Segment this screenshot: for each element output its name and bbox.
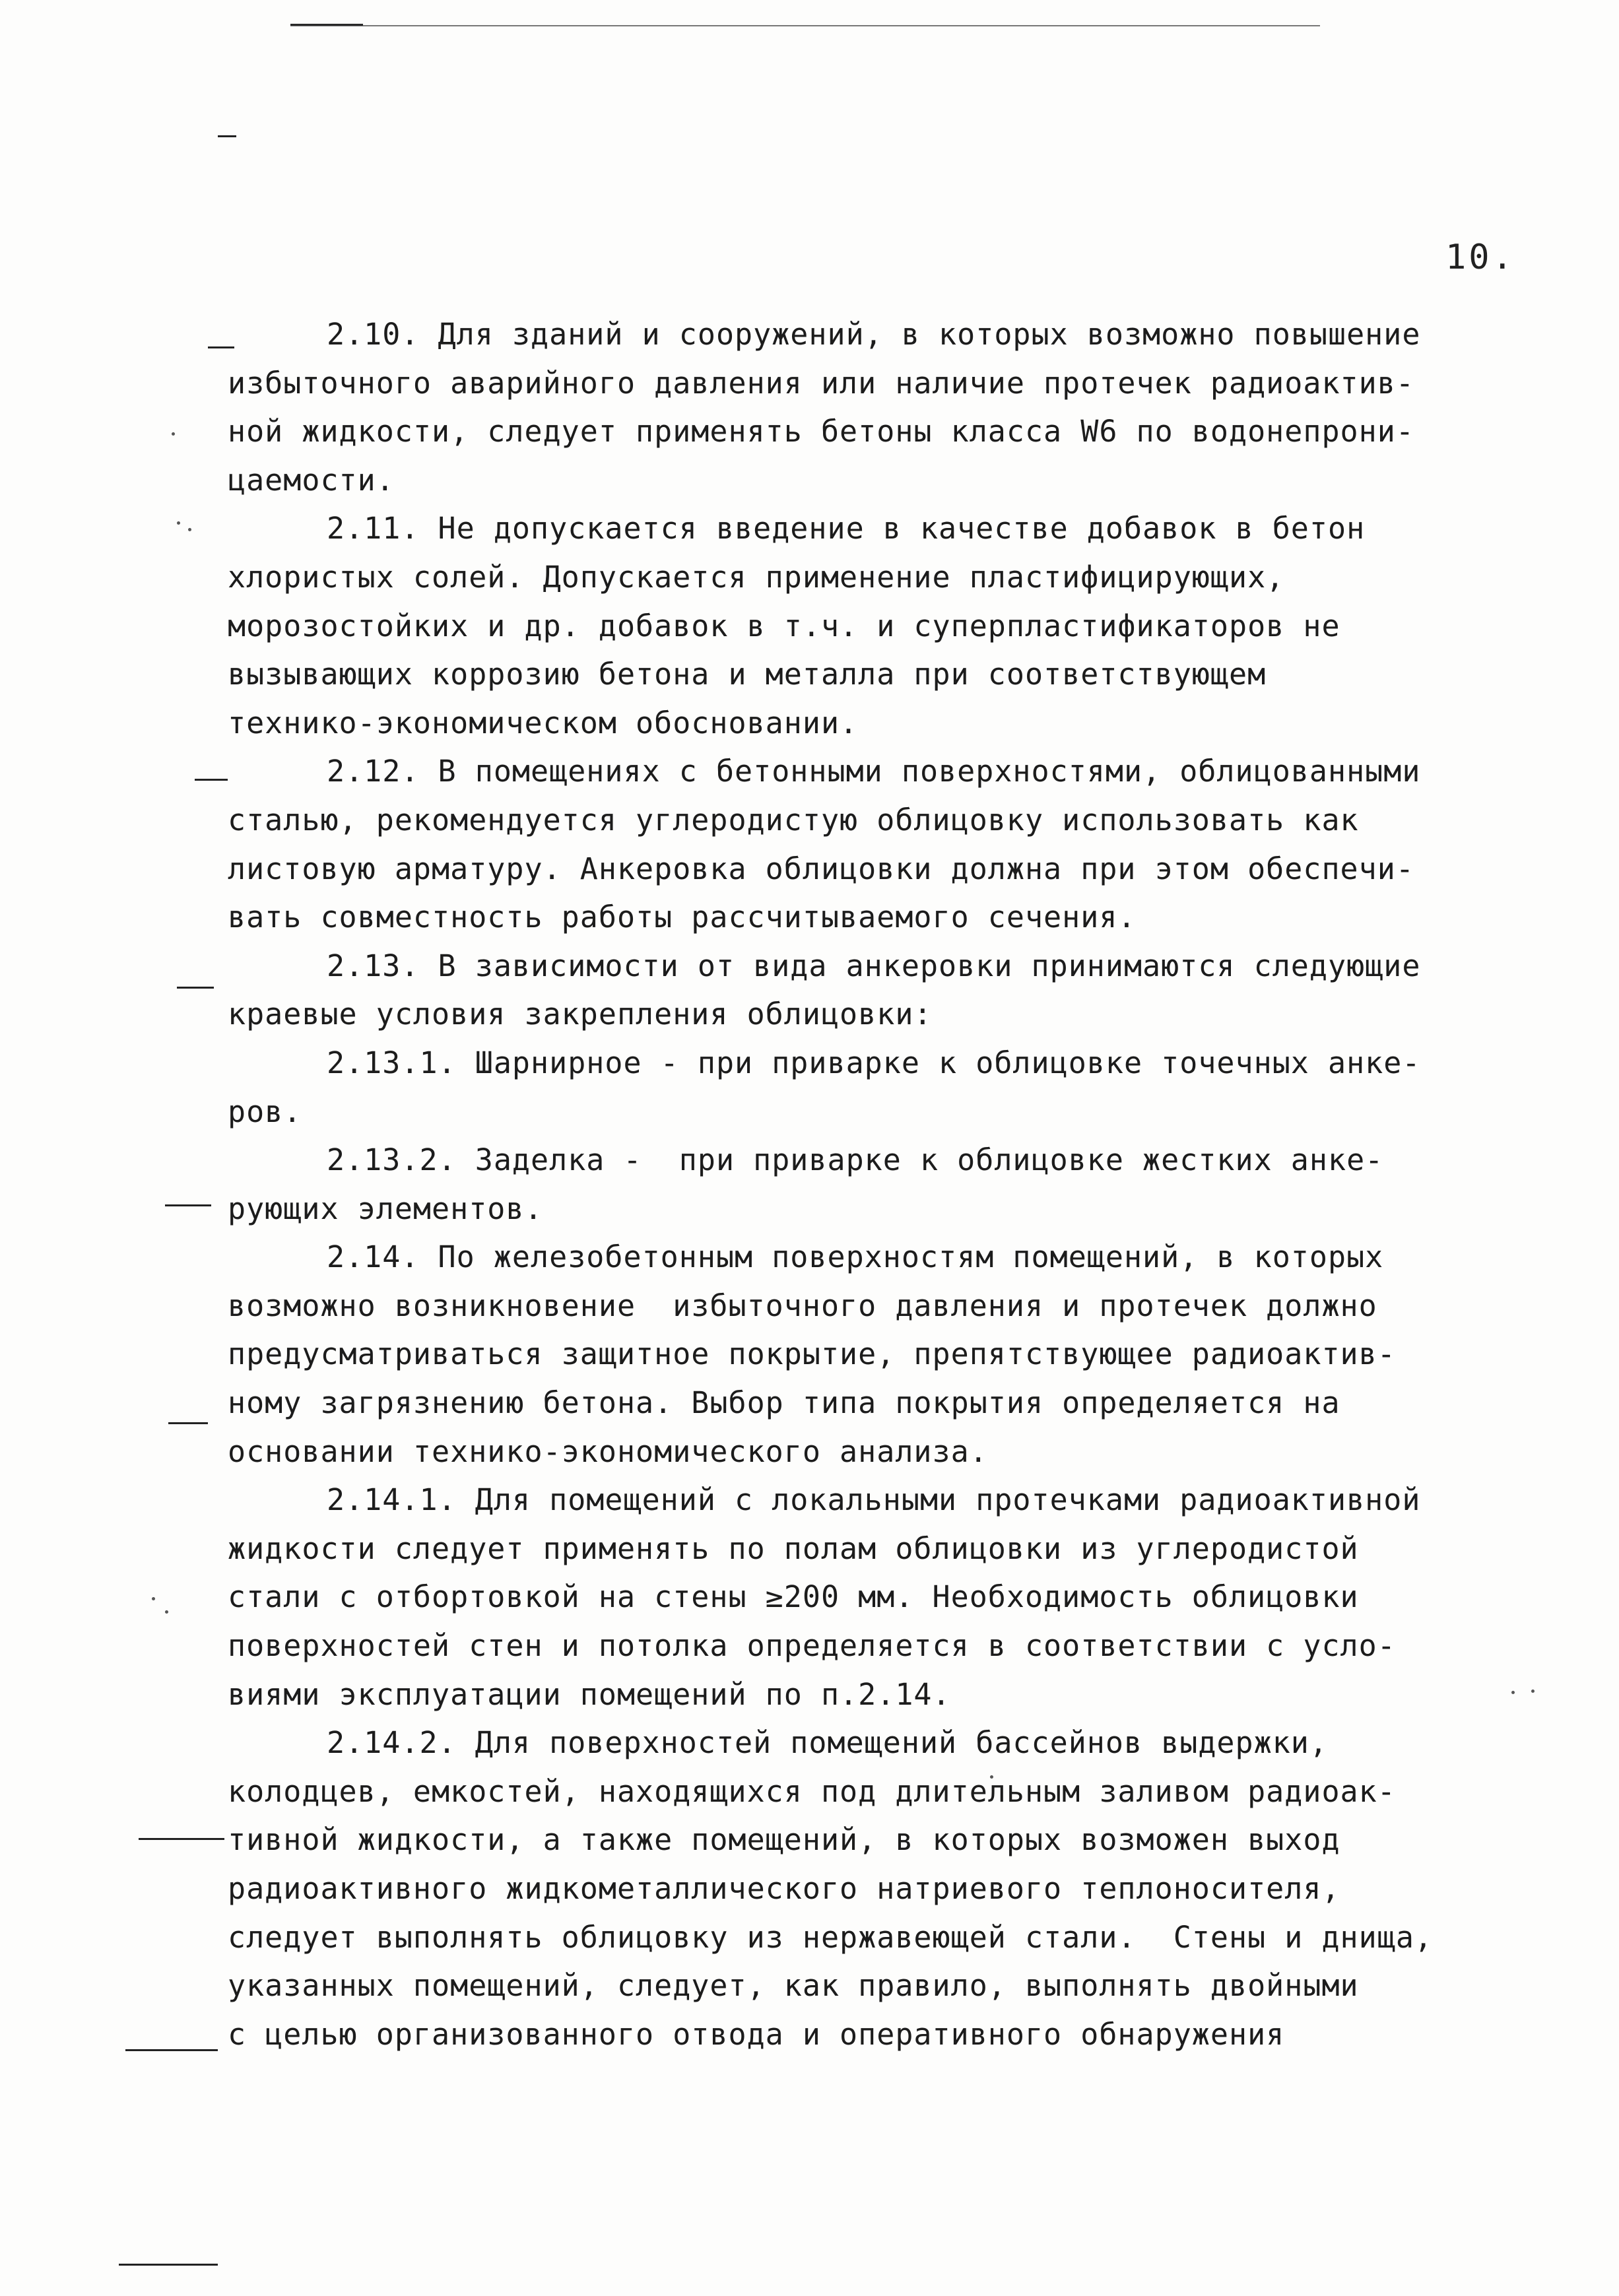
text-line: 2.12. В помещениях с бетонными поверхностями, облицованными xyxy=(327,754,1421,789)
scan-speck xyxy=(188,528,191,531)
text-line: 2.13.2. Заделка - при приварке к облицовке жестких анке- xyxy=(327,1142,1384,1178)
scan-speck xyxy=(177,521,180,525)
text-line: листовую арматуру. Анкеровка облицовки должна при этом обеспечи- xyxy=(228,851,1414,886)
text-line: сталью, рекомендуется углеродистую облицовку использовать как xyxy=(228,802,1359,837)
text-line: указанных помещений, следует, как правило, выполнять двойными xyxy=(228,1968,1359,2004)
margin-mark xyxy=(125,2049,218,2051)
page-number: 10. xyxy=(1445,238,1515,277)
margin-mark xyxy=(165,1204,211,1206)
scan-speck xyxy=(165,1610,168,1614)
text-line: краевые условия закрепления облицовки: xyxy=(228,997,933,1032)
text-line: тивной жидкости, а также помещений, в которых возможен выход xyxy=(228,1822,1340,1858)
text-line: 2.14. По железобетонным поверхностям помещений, в которых xyxy=(327,1239,1384,1275)
text-line: колодцев, емкостей, находящихся под длительным заливом радиоак- xyxy=(228,1773,1396,1809)
text-line: возможно возникновение избыточного давления и протечек должно xyxy=(228,1288,1377,1323)
text-line: ной жидкости, следует применять бетоны класса W6 по водонепрони- xyxy=(228,414,1414,449)
text-line: 2.14.2. Для поверхностей помещений бассейнов выдержки, xyxy=(327,1725,1328,1761)
text-line: стали с отбортовкой на стены ≥200 мм. Необходимость облицовки xyxy=(228,1579,1359,1615)
margin-mark xyxy=(177,987,214,989)
text-line: основании технико-экономического анализа. xyxy=(228,1433,988,1469)
text-line: жидкости следует применять по полам облицовки из углеродистой xyxy=(228,1530,1359,1566)
margin-mark xyxy=(218,135,236,137)
document-body xyxy=(228,310,1535,2058)
scan-speck xyxy=(152,1597,155,1600)
text-line: рующих элементов. xyxy=(228,1191,543,1226)
text-line: предусматриваться защитное покрытие, препятствующее радиоактив- xyxy=(228,1336,1396,1372)
text-line: следует выполнять облицовку из нержавеющей стали. Стены и днища, xyxy=(228,1919,1433,1955)
margin-mark xyxy=(168,1422,208,1424)
scan-speck xyxy=(172,432,175,436)
text-line: ров. xyxy=(228,1094,302,1129)
text-line: виями эксплуатации помещений по п.2.14. xyxy=(228,1676,951,1712)
text-line: цаемости. xyxy=(228,462,395,498)
top-rule xyxy=(290,25,1320,26)
text-line: вызывающих коррозию бетона и металла при соответствующем xyxy=(228,657,1267,692)
text-line: 2.10. Для зданий и сооружений, в которых возможно повышение xyxy=(327,317,1421,352)
text-line: 2.11. Не допускается введение в качестве добавок в бетон xyxy=(327,511,1366,546)
text-line: технико-экономическом обосновании. xyxy=(228,705,859,740)
margin-mark xyxy=(139,1838,224,1840)
text-line: 2.14.1. Для помещений с локальными протечками радиоактивной xyxy=(327,1482,1421,1518)
margin-mark xyxy=(119,2264,218,2266)
margin-mark xyxy=(195,779,228,781)
text-line: ному загрязнению бетона. Выбор типа покрытия определяется на xyxy=(228,1385,1340,1421)
text-line: морозостойких и др. добавок в т.ч. и суперпластификаторов не xyxy=(228,608,1340,643)
text-line: с целью организованного отвода и оперативного обнаружения xyxy=(228,2016,1285,2052)
text-line: избыточного аварийного давления или наличие протечек радиоактив- xyxy=(228,365,1414,401)
text-line: поверхностей стен и потолка определяется в соответствии с усло- xyxy=(228,1628,1396,1664)
text-line: вать совместность работы рассчитываемого сечения. xyxy=(228,900,1137,935)
text-line: 2.13. В зависимости от вида анкеровки принимаются следующие xyxy=(327,948,1421,983)
text-line: 2.13.1. Шарнирное - при приварке к облицовке точечных анке- xyxy=(327,1045,1421,1080)
text-line: радиоактивного жидкометаллического натриевого теплоносителя, xyxy=(228,1871,1340,1906)
text-line: хлористых солей. Допускается применение пластифицирующих, xyxy=(228,559,1285,595)
top-rule-short xyxy=(290,24,363,26)
